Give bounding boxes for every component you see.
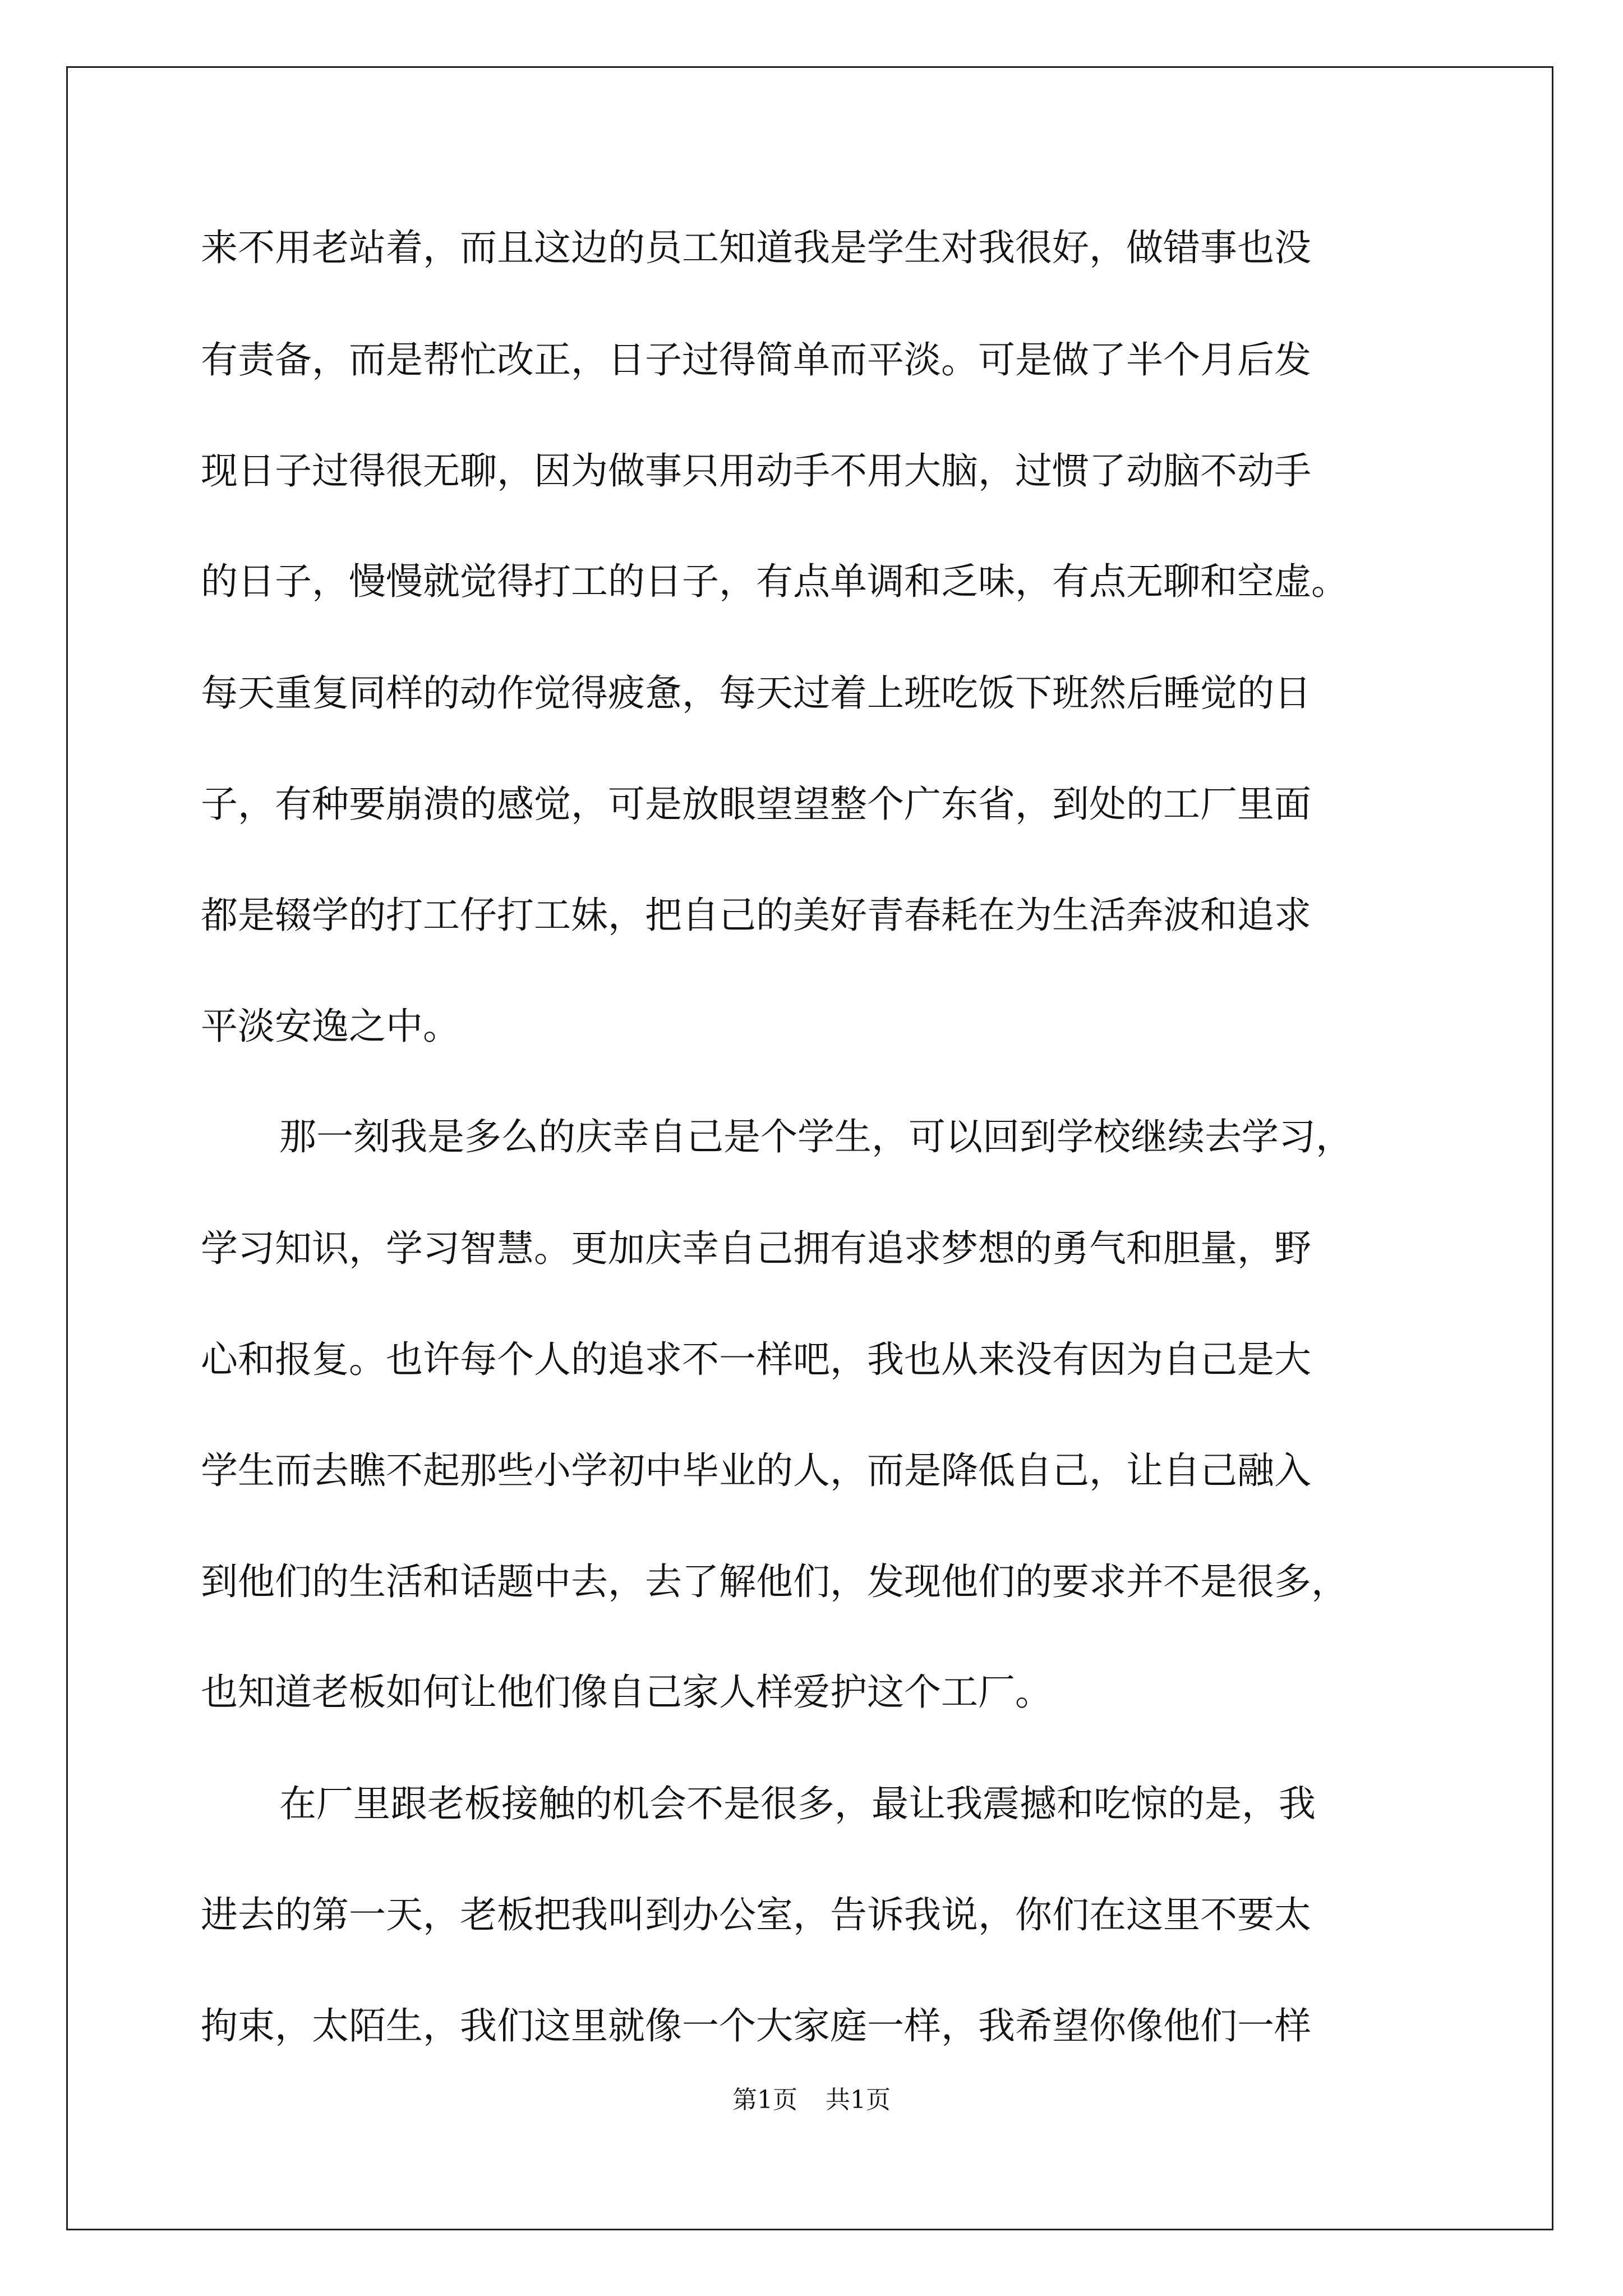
text-line: 进去的第一天，老板把我叫到办公室，告诉我说，你们在这里不要太 [201, 1893, 1311, 1936]
page-footer [0, 2085, 1623, 2116]
text-line: 平淡安逸之中。 [201, 1005, 460, 1048]
text-line: 也知道老板如何让他们像自己家人样爱护这个工厂。 [201, 1671, 1052, 1714]
text-line: 学生而去瞧不起那些小学初中毕业的人，而是降低自己，让自己融入 [201, 1449, 1311, 1492]
text-line: 的日子，慢慢就觉得打工的日子，有点单调和乏味，有点无聊和空虚。 [201, 560, 1348, 603]
text-line: 拘束，太陌生，我们这里就像一个大家庭一样，我希望你像他们一样 [201, 2004, 1311, 2047]
text-line: 子，有种要崩溃的感觉，可是放眼望望整个广东省，到处的工厂里面 [201, 783, 1311, 826]
text-line: 来不用老站着，而且这边的员工知道我是学生对我很好，做错事也没 [201, 226, 1311, 269]
page-total: 共1页 [826, 2086, 891, 2114]
text-line: 到他们的生活和话题中去，去了解他们，发现他们的要求并不是很多， [201, 1560, 1348, 1603]
text-line: 每天重复同样的动作觉得疲惫，每天过着上班吃饭下班然后睡觉的日 [201, 671, 1311, 715]
text-line: 那一刻我是多么的庆幸自己是个学生，可以回到学校继续去学习， [279, 1115, 1353, 1158]
text-line: 现日子过得很无聊，因为做事只用动手不用大脑，过惯了动脑不动手 [201, 449, 1311, 493]
page-number: 第1页 [732, 2086, 797, 2114]
text-line: 有责备，而是帮忙改正，日子过得简单而平淡。可是做了半个月后发 [201, 338, 1311, 381]
text-line: 心和报复。也许每个人的追求不一样吧，我也从来没有因为自己是大 [201, 1338, 1311, 1381]
text-line: 学习知识，学习智慧。更加庆幸自己拥有追求梦想的勇气和胆量，野 [201, 1227, 1311, 1270]
text-line: 在厂里跟老板接触的机会不是很多，最让我震撼和吃惊的是，我 [279, 1782, 1316, 1825]
text-line: 都是辍学的打工仔打工妹，把自己的美好青春耗在为生活奔波和追求 [201, 894, 1311, 937]
